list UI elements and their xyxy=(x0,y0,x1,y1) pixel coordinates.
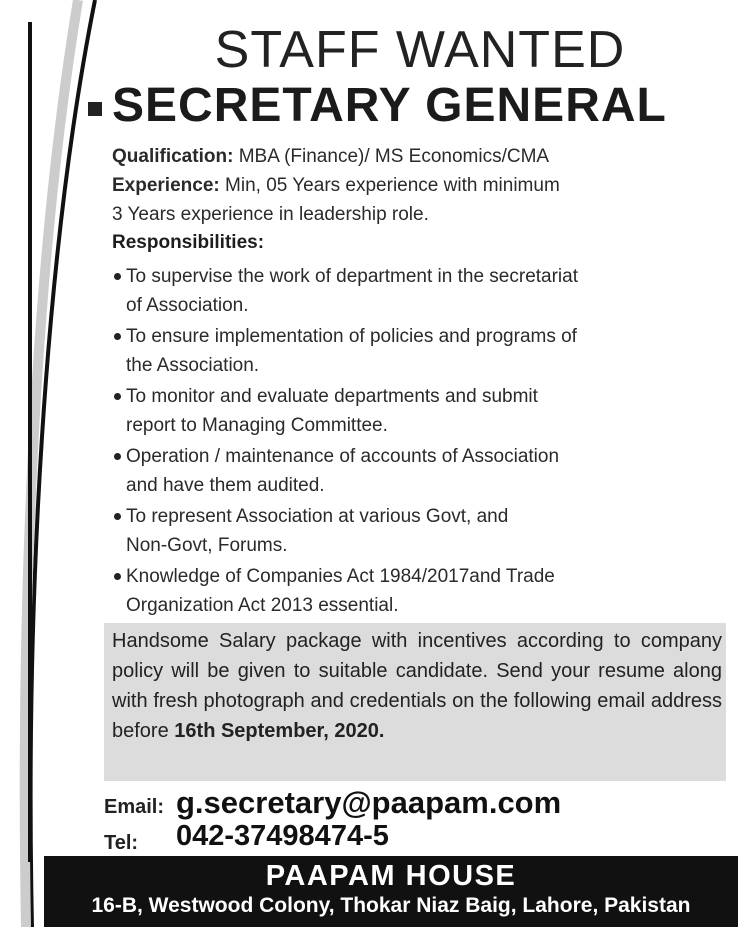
footer-banner xyxy=(44,856,738,927)
tel-label: Tel: xyxy=(104,832,139,854)
experience-value: Min, 05 Years experience with minimum xyxy=(225,175,560,196)
list-item-line: Knowledge of Companies Act 1984/2017and Trade xyxy=(126,566,555,587)
salary-note xyxy=(112,626,722,746)
list-item-line: To represent Association at various Govt, and xyxy=(126,506,509,527)
list-item-line: and have them audited. xyxy=(126,475,325,496)
list-item-line: Non-Govt, Forums. xyxy=(126,535,288,556)
list-item xyxy=(112,502,722,560)
list-item-line: report to Managing Committee. xyxy=(126,415,388,436)
email-label: Email: xyxy=(104,796,165,818)
decorative-curve xyxy=(0,0,120,927)
organization-name: PAAPAM HOUSE xyxy=(265,860,517,892)
list-item-line: of Association. xyxy=(126,295,249,316)
list-item-line: To supervise the work of department in the secretariat xyxy=(126,266,579,287)
list-item xyxy=(112,562,722,620)
left-divider xyxy=(28,22,32,862)
qualification-label: Qualification: xyxy=(112,146,234,167)
list-item-line: Operation / maintenance of accounts of Association xyxy=(126,446,560,467)
email-address[interactable]: g.secretary@paapam.com xyxy=(176,785,562,820)
list-item xyxy=(112,322,722,380)
list-item-line: Organization Act 2013 essential. xyxy=(126,595,399,616)
list-item-line: the Association. xyxy=(126,355,260,376)
experience-line-2: 3 Years experience in leadership role. xyxy=(112,204,429,225)
list-item xyxy=(112,442,722,500)
list-item-line: To monitor and evaluate departments and submit xyxy=(126,386,538,407)
title-bullet-icon xyxy=(88,102,102,116)
list-item xyxy=(112,262,722,320)
list-item xyxy=(112,382,722,440)
responsibilities-list xyxy=(112,262,722,622)
experience-label: Experience: xyxy=(112,175,220,196)
responsibilities-heading: Responsibilities: xyxy=(112,232,265,253)
salary-note-text: Handsome Salary package with incentives according to company policy will be given to suitable candidate. Send your resume along with fresh photograph and credentials on the following email address before xyxy=(112,630,722,742)
experience-line xyxy=(112,172,560,200)
qualification-line xyxy=(112,143,549,171)
organization-address: 16-B, Westwood Colony, Thokar Niaz Baig, Lahore, Pakistan xyxy=(91,894,691,917)
ad-heading: STAFF WANTED xyxy=(214,21,626,79)
phone-number[interactable]: 042-37498474-5 xyxy=(176,820,389,852)
deadline-date: 16th September, 2020. xyxy=(174,720,385,742)
job-title: SECRETARY GENERAL xyxy=(112,79,667,132)
qualification-value: MBA (Finance)/ MS Economics/CMA xyxy=(238,146,550,167)
list-item-line: To ensure implementation of policies and programs of xyxy=(126,326,577,347)
